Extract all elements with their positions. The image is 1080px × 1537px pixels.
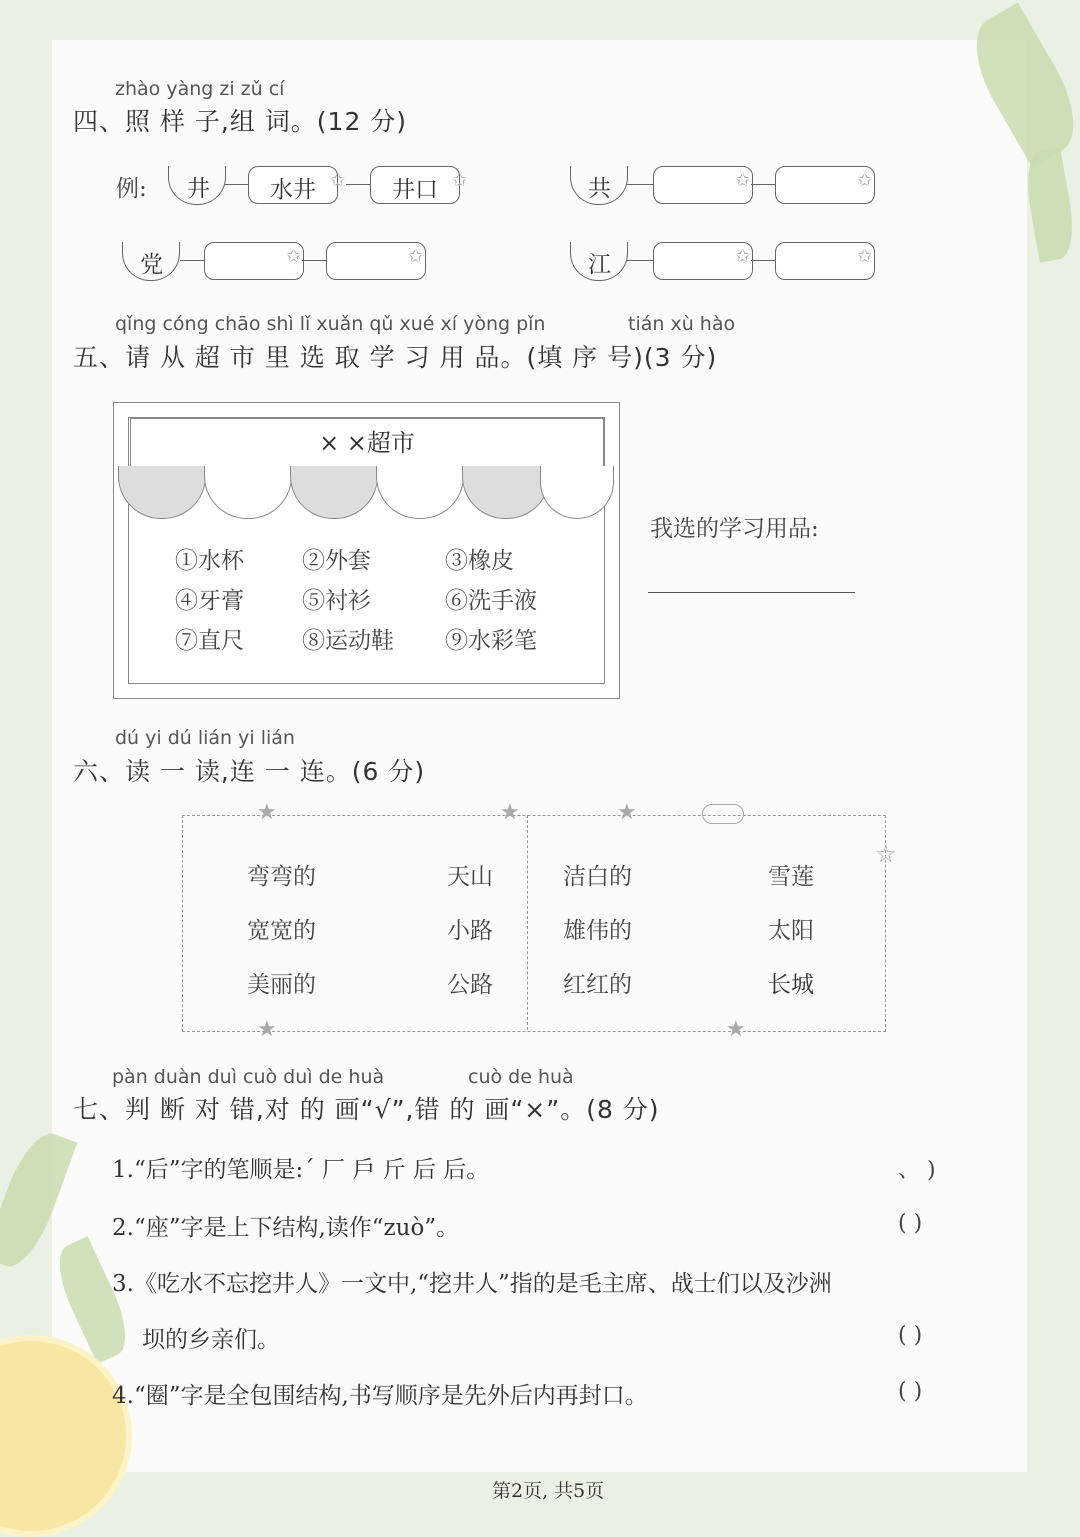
connector-line bbox=[627, 184, 653, 185]
page-number: 第2页, 共5页 bbox=[492, 1480, 605, 1502]
star-icon: ✩ bbox=[452, 170, 468, 191]
section7-pinyin-a: pàn duàn duì cuò duì de huà bbox=[112, 1066, 385, 1088]
answer-line[interactable] bbox=[648, 592, 855, 593]
match-noun-left[interactable]: 公路 bbox=[447, 972, 493, 998]
match-adj-left[interactable]: 弯弯的 bbox=[247, 864, 316, 890]
section6-title: 六、读 一 读,连 一 连。(6 分) bbox=[73, 757, 426, 786]
store-item: ⑧运动鞋 bbox=[302, 628, 394, 654]
section5-pinyin-b: tián xù hào bbox=[628, 313, 736, 335]
star-icon: ☆ bbox=[875, 840, 897, 868]
section6-pinyin: dú yi dú lián yi lián bbox=[115, 727, 295, 749]
section5-title: 五、请 从 超 市 里 选 取 学 习 用 品。(填 序 号)(3 分) bbox=[73, 343, 718, 372]
star-icon: ✩ bbox=[857, 246, 873, 267]
match-noun-left[interactable]: 天山 bbox=[447, 864, 493, 890]
star-icon: ✩ bbox=[330, 170, 346, 191]
seed-dang: 党 bbox=[140, 252, 163, 278]
connector-line bbox=[180, 260, 204, 261]
match-adj-right[interactable]: 洁白的 bbox=[563, 864, 632, 890]
star-icon: ✩ bbox=[408, 246, 424, 267]
connector-line bbox=[627, 260, 653, 261]
example-word-box bbox=[248, 166, 338, 204]
section4-title: 四、照 样 子,组 词。(12 分) bbox=[73, 107, 408, 136]
answer-paren[interactable]: 、 ) bbox=[898, 1158, 936, 1183]
star-icon: ★ bbox=[257, 800, 277, 825]
match-noun-right[interactable]: 长城 bbox=[768, 972, 814, 998]
store-item: ⑤衬衫 bbox=[302, 588, 371, 614]
store-item: ③橡皮 bbox=[445, 548, 514, 574]
star-icon: ✩ bbox=[735, 170, 751, 191]
leaf-decoration bbox=[1021, 147, 1079, 262]
seed-gong: 共 bbox=[588, 176, 611, 202]
store-item: ⑨水彩笔 bbox=[445, 628, 537, 654]
star-icon: ✩ bbox=[286, 246, 302, 267]
section7-title: 七、判 断 对 错,对 的 画“√”,错 的 画“×”。(8 分) bbox=[73, 1095, 660, 1124]
example-word-box bbox=[370, 166, 460, 204]
section7-pinyin-b: cuò de huà bbox=[468, 1066, 574, 1088]
match-adj-right[interactable]: 雄伟的 bbox=[563, 918, 632, 944]
answer-label: 我选的学习用品: bbox=[650, 516, 819, 542]
store-item: ⑦直尺 bbox=[175, 628, 244, 654]
question-3-continued: 坝的乡亲们。 bbox=[142, 1327, 280, 1353]
connector-line bbox=[751, 260, 775, 261]
connector-line bbox=[224, 184, 248, 185]
example-word: 井口 bbox=[392, 177, 438, 203]
star-icon: ★ bbox=[617, 800, 637, 825]
example-seed: 井 bbox=[187, 176, 210, 202]
question-2: 2.“座”字是上下结构,读作“zuò”。 bbox=[112, 1215, 460, 1241]
question-1: 1.“后”字的笔顺是:ˊ 厂 戶 斤 后 后。 bbox=[112, 1157, 490, 1183]
match-adj-left[interactable]: 宽宽的 bbox=[247, 918, 316, 944]
match-noun-right[interactable]: 太阳 bbox=[768, 918, 814, 944]
example-word: 水井 bbox=[270, 177, 316, 203]
answer-paren[interactable]: ( ) bbox=[898, 1323, 923, 1348]
connector-line bbox=[346, 184, 370, 185]
answer-paren[interactable]: ( ) bbox=[898, 1379, 923, 1404]
example-label: 例: bbox=[116, 176, 147, 202]
store-item: ②外套 bbox=[302, 548, 371, 574]
supermarket-sign: × ×超市 bbox=[130, 418, 604, 468]
store-item: ⑥洗手液 bbox=[445, 588, 537, 614]
match-adj-left[interactable]: 美丽的 bbox=[247, 972, 316, 998]
match-noun-right[interactable]: 雪莲 bbox=[768, 864, 814, 890]
star-icon: ★ bbox=[726, 1017, 746, 1042]
star-icon: ✩ bbox=[735, 246, 751, 267]
store-item: ④牙膏 bbox=[175, 588, 244, 614]
connector-line bbox=[302, 260, 326, 261]
store-item: ①水杯 bbox=[175, 548, 244, 574]
section4-pinyin: zhào yàng zi zǔ cí bbox=[115, 78, 285, 100]
star-icon: ★ bbox=[500, 800, 520, 825]
section5-pinyin-a: qǐng cóng chāo shì lǐ xuǎn qǔ xué xí yòng pǐn bbox=[115, 313, 546, 335]
seed-jiang: 江 bbox=[588, 252, 611, 278]
connector-line bbox=[751, 184, 775, 185]
matching-divider bbox=[527, 815, 528, 1030]
cloud-icon bbox=[702, 804, 744, 824]
star-icon: ✩ bbox=[857, 170, 873, 191]
question-3: 3.《吃水不忘挖井人》一文中,“挖井人”指的是毛主席、战士们以及沙洲 bbox=[112, 1271, 832, 1297]
match-adj-right[interactable]: 红红的 bbox=[563, 972, 632, 998]
answer-paren[interactable]: ( ) bbox=[898, 1211, 923, 1236]
star-icon: ★ bbox=[257, 1017, 277, 1042]
question-4: 4.“圈”字是全包围结构,书写顺序是先外后内再封口。 bbox=[112, 1383, 648, 1409]
match-noun-left[interactable]: 小路 bbox=[447, 918, 493, 944]
